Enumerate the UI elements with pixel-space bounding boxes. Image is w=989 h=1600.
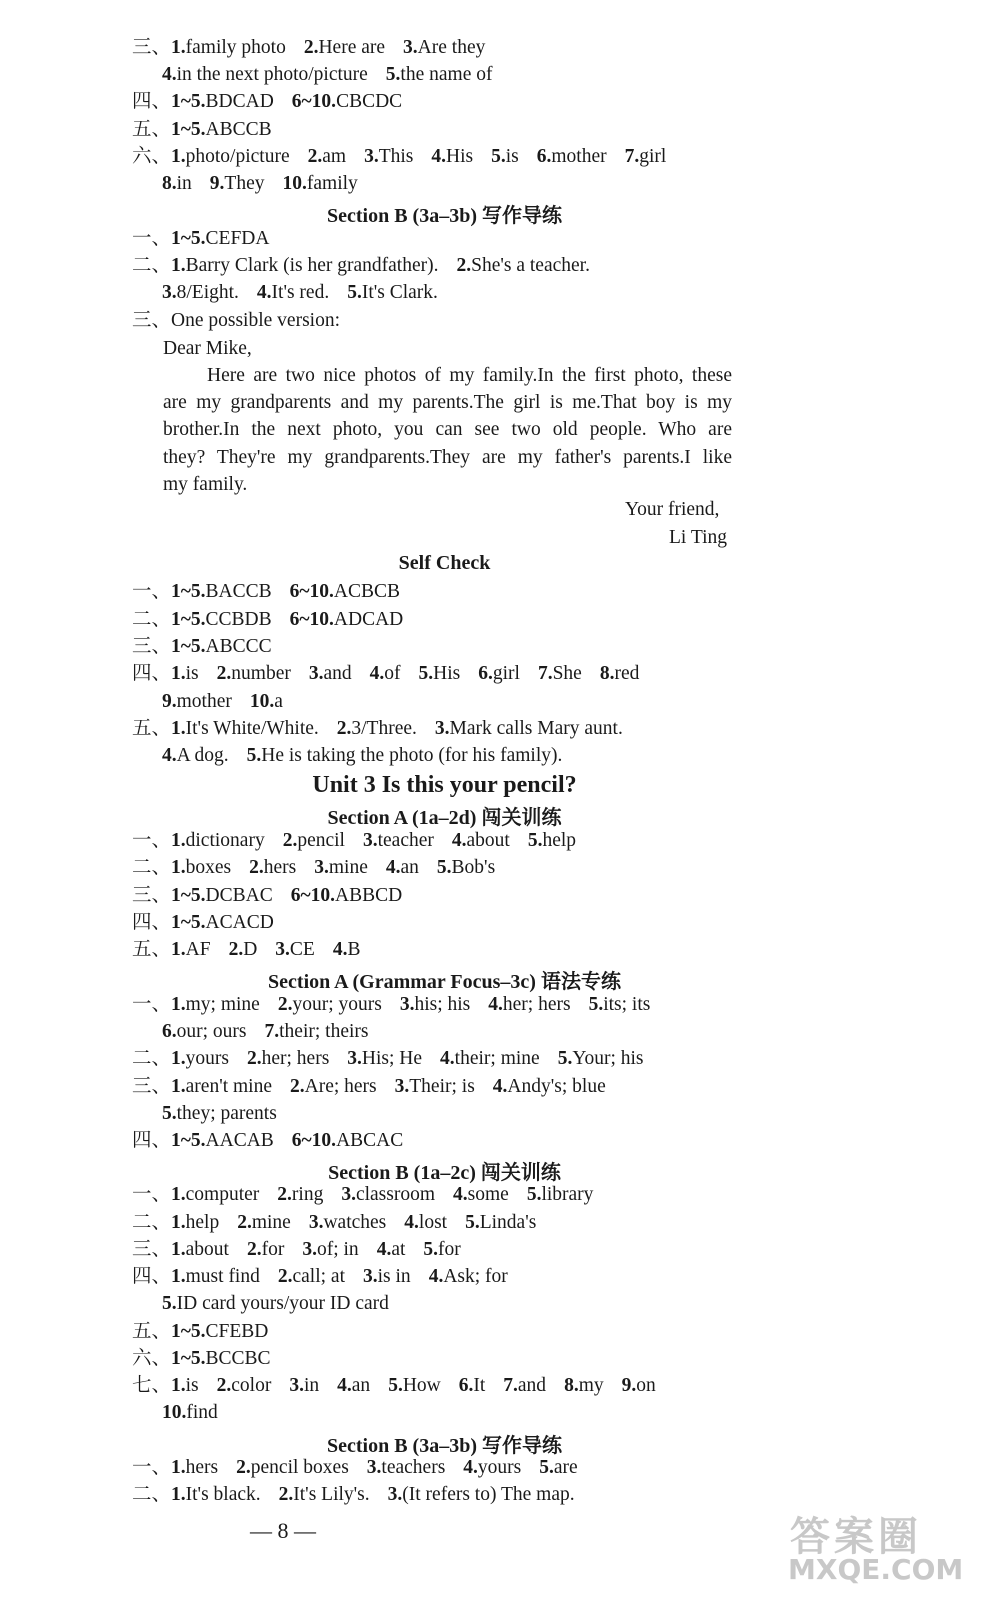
letter-body-line: Here are two nice photos of my family.In the first photo, these [207, 365, 732, 386]
answer-line [132, 254, 590, 278]
section-heading: Section B (3a–3b) 写作导练 [327, 205, 562, 227]
letter-signature: Li Ting [669, 527, 727, 548]
question-group-label: 三、 [132, 37, 172, 58]
question-group-label: 六、 [132, 146, 172, 167]
question-group-label: 三、 [132, 885, 172, 906]
answer-line [132, 1129, 403, 1153]
answer-text: 1.is 2.number 3.and 4.of 5.His 6.girl 7.She 8.red [171, 663, 640, 684]
question-group-label: 四、 [132, 1130, 172, 1151]
answer-line [132, 90, 402, 114]
letter-greeting: Dear Mike, [163, 338, 252, 359]
answer-text: 9.mother 10.a [162, 691, 283, 712]
question-group-label: 一、 [132, 830, 172, 851]
answer-line [132, 938, 360, 962]
question-group-label: 二、 [132, 255, 172, 276]
answer-line [132, 118, 272, 142]
answer-line [132, 36, 485, 60]
answer-text: 1.computer 2.ring 3.classroom 4.some 5.library [171, 1184, 594, 1205]
answer-text: One possible version: [171, 310, 340, 331]
letter-body-line: they? They're my grandparents.They are my father's parents.I like [163, 447, 732, 468]
answer-text: 1.must find 2.call; at 3.is in 4.Ask; for [171, 1266, 508, 1287]
answer-text: 1~5.BCCBC [171, 1348, 271, 1369]
question-group-label: 五、 [132, 1321, 172, 1342]
answer-line [132, 309, 340, 333]
watermark-bottom: MXQE.COM [788, 1553, 964, 1586]
question-group-label: 二、 [132, 609, 172, 630]
question-group-label: 一、 [132, 1457, 172, 1478]
answer-line [132, 1374, 656, 1398]
answer-line [132, 580, 400, 604]
answer-text: 1~5.ABCCB [171, 119, 272, 140]
answer-text: 1.hers 2.pencil boxes 3.teachers 4.yours 5.are [171, 1457, 578, 1478]
answer-text: 1~5.ACACD [171, 912, 274, 933]
answer-text: 1.help 2.mine 3.watches 4.lost 5.Linda's [171, 1212, 537, 1233]
answer-line [132, 662, 639, 686]
answer-text: 1.Barry Clark (is her grandfather). 2.She's a teacher. [171, 255, 590, 276]
answer-text: 1.photo/picture 2.am 3.This 4.His 5.is 6.mother 7.girl [171, 146, 667, 167]
question-group-label: 四、 [132, 663, 172, 684]
section-heading: Section A (1a–2d) 闯关训练 [327, 807, 562, 829]
letter-body-line: brother.In the next photo, you can see two old people. Who are [163, 419, 732, 440]
question-group-label: 六、 [132, 1348, 172, 1369]
answer-text: 1~5.ABCCC [171, 636, 272, 657]
section-heading: Section B (1a–2c) 闯关训练 [328, 1162, 561, 1184]
answer-line [162, 1020, 368, 1044]
letter-body-line: are my grandparents and my parents.The girl is me.That boy is my [163, 392, 732, 413]
answer-line [132, 1483, 575, 1507]
answer-line [132, 884, 402, 908]
answer-line [162, 690, 283, 714]
answer-line [162, 172, 358, 196]
letter-closing: Your friend, [625, 499, 720, 520]
question-group-label: 三、 [132, 1239, 172, 1260]
question-group-label: 五、 [132, 939, 172, 960]
answer-line [132, 1211, 536, 1235]
letter-body-line: my family. [163, 474, 248, 495]
answer-line [132, 635, 272, 659]
answer-text: 4.A dog. 5.He is taking the photo (for his family). [162, 745, 563, 766]
answer-line [132, 1238, 461, 1262]
answer-text: 1.family photo 2.Here are 3.Are they [171, 37, 486, 58]
answer-text: 10.find [162, 1402, 218, 1423]
answer-line [132, 829, 576, 853]
answer-line [162, 281, 438, 305]
answer-text: 1~5.CFEBD [171, 1321, 269, 1342]
question-group-label: 一、 [132, 228, 172, 249]
answer-text: 1.yours 2.her; hers 3.His; He 4.their; mine 5.Your; his [171, 1048, 644, 1069]
answer-line [162, 63, 492, 87]
question-group-label: 七、 [132, 1375, 172, 1396]
question-group-label: 二、 [132, 857, 172, 878]
answer-text: 1~5.CEFDA [171, 228, 270, 249]
question-group-label: 五、 [132, 718, 172, 739]
answer-line [162, 1401, 218, 1425]
question-group-label: 三、 [132, 310, 172, 331]
question-group-label: 三、 [132, 1076, 172, 1097]
answer-line [132, 993, 650, 1017]
answer-line [132, 1265, 508, 1289]
answer-text: 1.It's black. 2.It's Lily's. 3.(It refers to) The map. [171, 1484, 575, 1505]
answer-line [132, 1075, 606, 1099]
answer-line [132, 1347, 271, 1371]
answer-text: 1.It's White/White. 2.3/Three. 3.Mark calls Mary aunt. [171, 718, 623, 739]
answer-text: 1.boxes 2.hers 3.mine 4.an 5.Bob's [171, 857, 496, 878]
question-group-label: 二、 [132, 1212, 172, 1233]
answer-text: 1~5.DCBAC 6~10.ABBCD [171, 885, 403, 906]
answer-line [132, 227, 269, 251]
answer-line [132, 145, 666, 169]
section-heading: Self Check [398, 552, 491, 574]
unit-title: Unit 3 Is this your pencil? [312, 772, 577, 798]
answer-line [132, 1456, 578, 1480]
section-heading: Section B (3a–3b) 写作导练 [327, 1435, 562, 1457]
answer-line [132, 608, 403, 632]
answer-line [132, 717, 623, 741]
question-group-label: 二、 [132, 1048, 172, 1069]
question-group-label: 一、 [132, 994, 172, 1015]
section-heading: Section A (Grammar Focus–3c) 语法专练 [268, 971, 621, 993]
question-group-label: 三、 [132, 636, 172, 657]
question-group-label: 四、 [132, 91, 172, 112]
question-group-label: 四、 [132, 912, 172, 933]
answer-text: 1.aren't mine 2.Are; hers 3.Their; is 4.Andy's; blue [171, 1076, 606, 1097]
answer-line [132, 1183, 593, 1207]
watermark-logo [770, 1505, 975, 1595]
question-group-label: 一、 [132, 581, 172, 602]
answer-line [132, 1320, 268, 1344]
answer-line [132, 911, 274, 935]
answer-text: 1.AF 2.D 3.CE 4.B [171, 939, 361, 960]
answer-text: 1.about 2.for 3.of; in 4.at 5.for [171, 1239, 461, 1260]
answer-text: 1.is 2.color 3.in 4.an 5.How 6.It 7.and 8.my 9.on [171, 1375, 656, 1396]
answer-text: 6.our; ours 7.their; theirs [162, 1021, 369, 1042]
answer-text: 5.ID card yours/your ID card [162, 1293, 389, 1314]
answer-text: 8.in 9.They 10.family [162, 173, 358, 194]
answer-text: 1~5.CCBDB 6~10.ADCAD [171, 609, 404, 630]
answer-text: 1~5.AACAB 6~10.ABCAC [171, 1130, 404, 1151]
answer-text: 1.dictionary 2.pencil 3.teacher 4.about 5.help [171, 830, 577, 851]
answer-text: 3.8/Eight. 4.It's red. 5.It's Clark. [162, 282, 438, 303]
question-group-label: 一、 [132, 1184, 172, 1205]
answer-text: 4.in the next photo/picture 5.the name of [162, 64, 493, 85]
page-number: — 8 — [250, 1518, 316, 1543]
answer-text: 1~5.BDCAD 6~10.CBCDC [171, 91, 403, 112]
answer-line [162, 1102, 277, 1126]
answer-text: 5.they; parents [162, 1103, 277, 1124]
question-group-label: 四、 [132, 1266, 172, 1287]
answer-line [132, 1047, 644, 1071]
answer-text: 1.my; mine 2.your; yours 3.his; his 4.her; hers 5.its; its [171, 994, 651, 1015]
question-group-label: 五、 [132, 119, 172, 140]
answer-line [162, 744, 562, 768]
watermark-top: 答案圈 [790, 1514, 922, 1560]
answer-line [162, 1292, 389, 1316]
question-group-label: 二、 [132, 1484, 172, 1505]
answer-text: 1~5.BACCB 6~10.ACBCB [171, 581, 401, 602]
answer-line [132, 856, 495, 880]
